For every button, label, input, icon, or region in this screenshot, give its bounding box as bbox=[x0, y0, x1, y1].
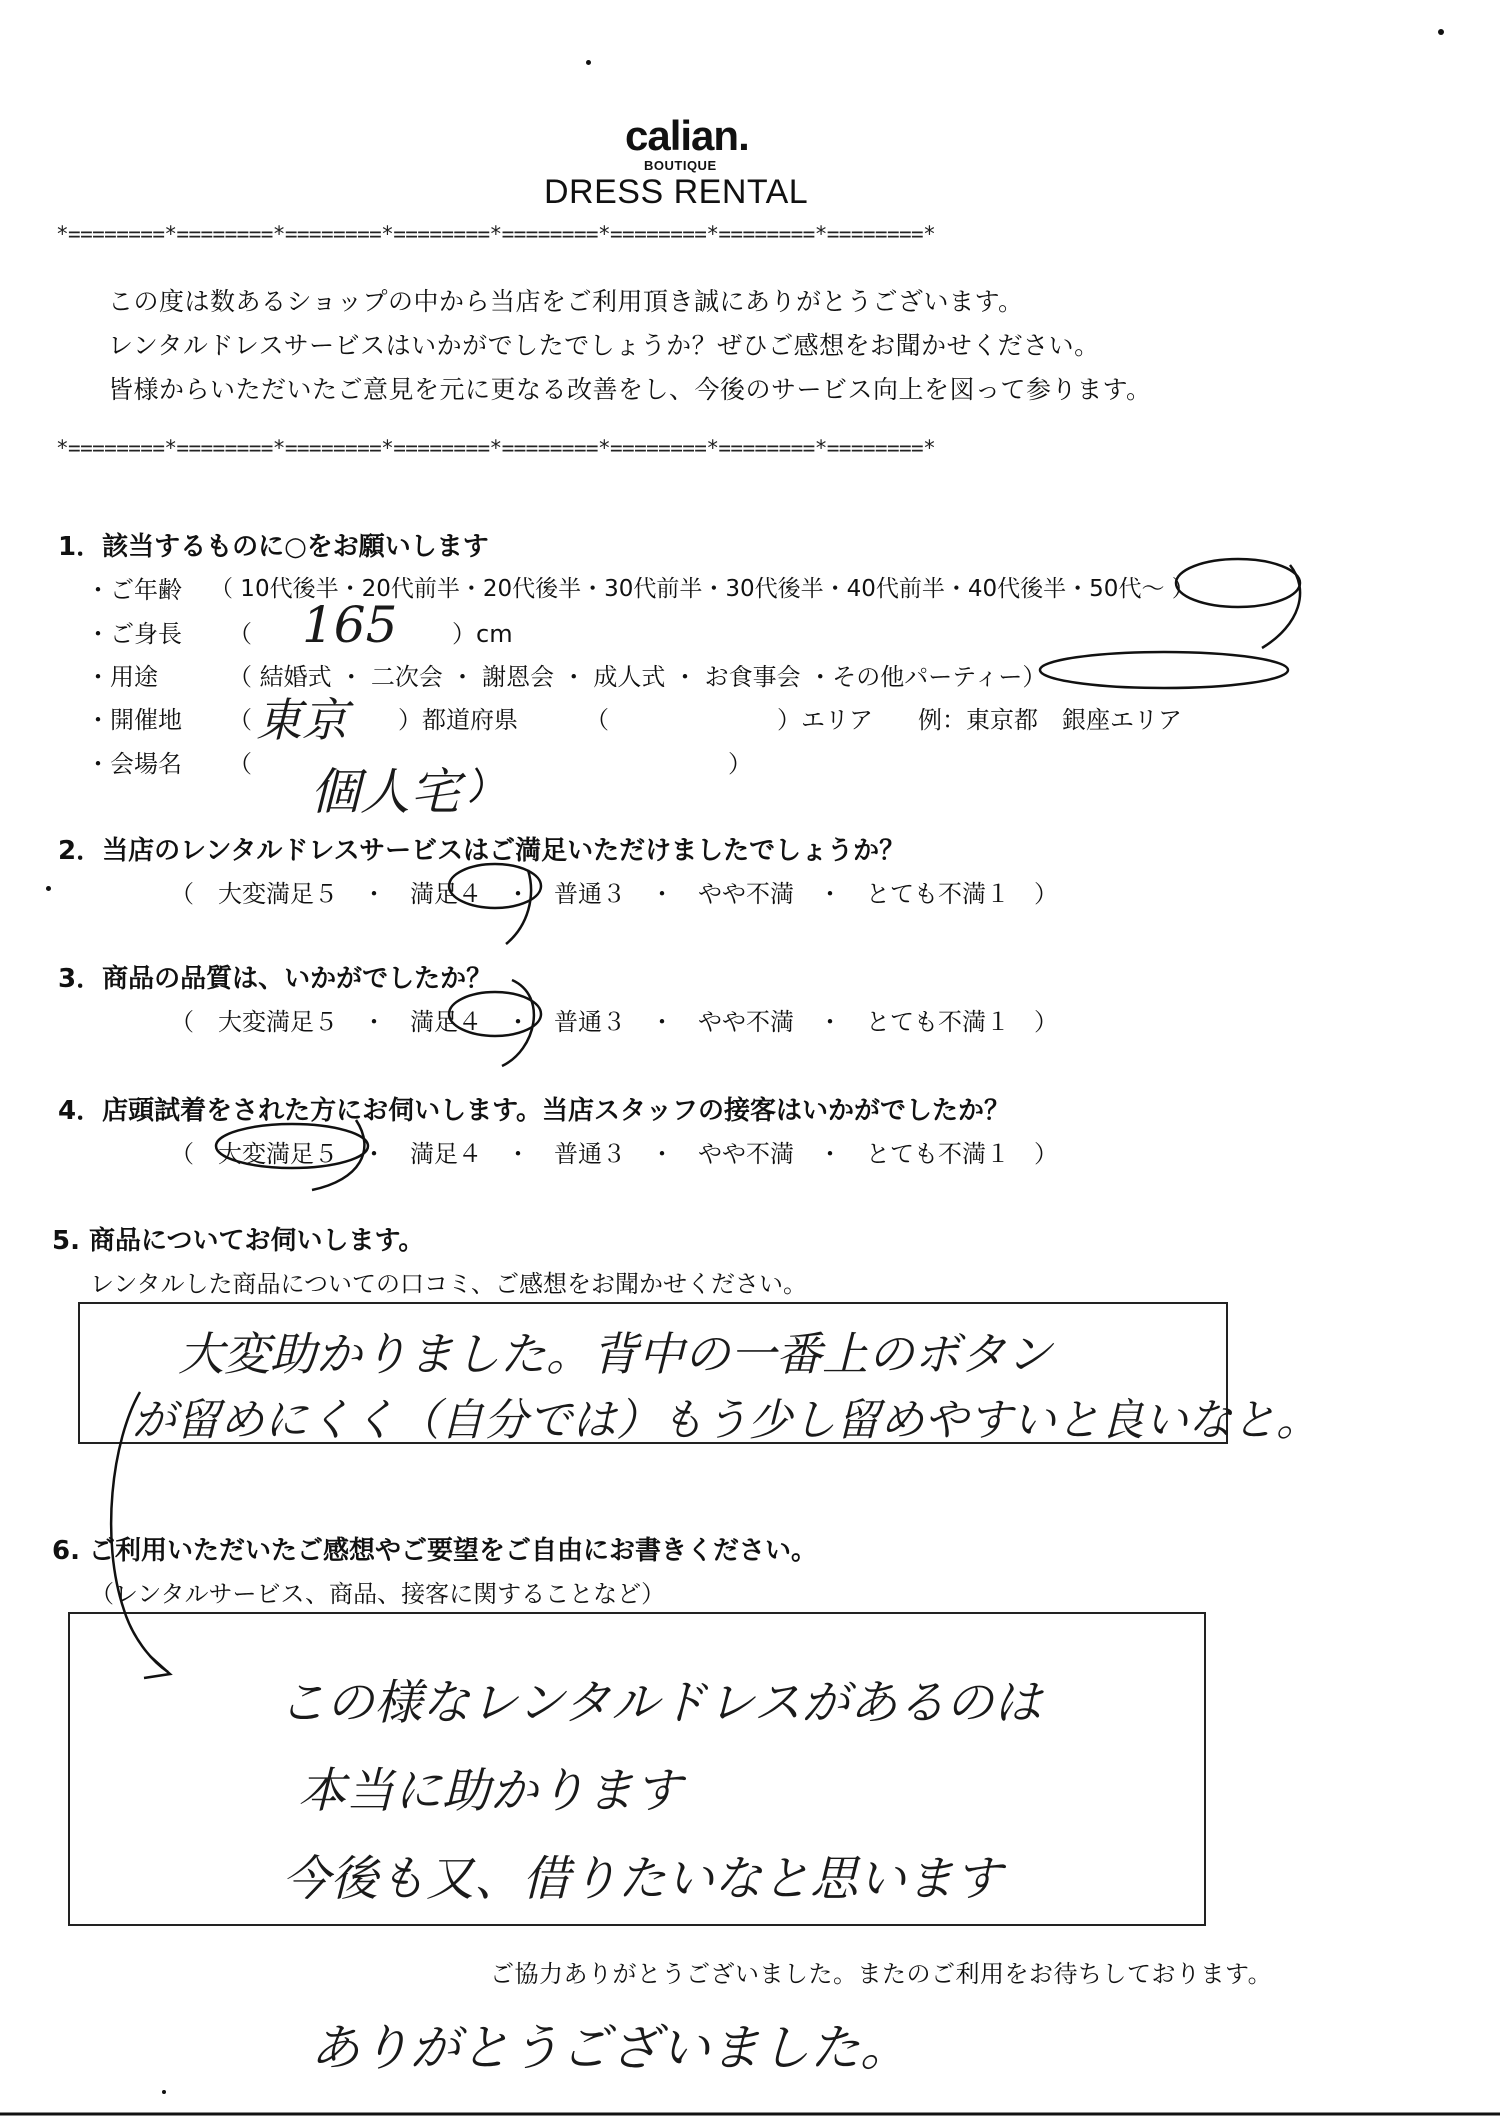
age-label: ・ご年齢 bbox=[86, 576, 182, 604]
height-unit: ）cm bbox=[452, 620, 513, 648]
q6-answer-line-1: この様なレンタルドレスがあるのは bbox=[278, 1675, 1042, 1731]
height-label: ・ご身長 bbox=[86, 620, 182, 648]
purpose-options: （ 結婚式 ・ 二次会 ・ 謝恩会 ・ 成人式 ・ お食事会 ・その他パーティー） bbox=[228, 663, 1047, 691]
q4-title: 4．店頭試着をされた方にお伺いします。当店スタッフの接客はいかがでしたか？ bbox=[58, 1096, 1011, 1126]
height-value: 165 bbox=[302, 596, 398, 654]
q6-answer-line-3: 今後も又、借りたいなと思います bbox=[282, 1851, 1003, 1907]
logo-subtitle: BOUTIQUE bbox=[644, 158, 717, 173]
speck bbox=[586, 60, 591, 65]
hall-bracket-mark bbox=[470, 768, 482, 802]
purpose-label: ・用途 bbox=[86, 663, 158, 691]
intro-line-1: この度は数あるショップの中から当店をご利用頂き誠にありがとうございます。 bbox=[108, 287, 1024, 316]
venue-example: 例：東京都 銀座エリア bbox=[918, 706, 1182, 734]
q5-answer-line-1: 大変助かりました。背中の一番上のボタン bbox=[178, 1327, 1052, 1381]
separator-bottom: *========*========*========*========*========*========*========*========* bbox=[56, 436, 936, 460]
height-open: （ bbox=[228, 620, 252, 648]
q2-options: （ 大変満足５ ・ 満足４ ・ 普通３ ・ やや不満 ・ とても不満１ ） bbox=[170, 880, 1058, 908]
speck bbox=[46, 886, 51, 891]
hall-label: ・会場名 bbox=[86, 750, 182, 778]
q5-subtitle: レンタルした商品についての口コミ、ご感想をお聞かせください。 bbox=[90, 1270, 807, 1298]
q2-title: 2．当店のレンタルドレスサービスはご満足いただけましたでしょうか？ bbox=[58, 836, 906, 866]
q4-options: （ 大変満足５ ・ 満足４ ・ 普通３ ・ やや不満 ・ とても不満１ ） bbox=[170, 1140, 1058, 1168]
venue-value: 東京 bbox=[256, 693, 348, 747]
intro-line-2: レンタルドレスサービスはいかがでしたでしょうか？ぜひご感想をお聞かせください。 bbox=[108, 331, 1100, 360]
tail-age-50s bbox=[1262, 565, 1300, 648]
hall-close: ） bbox=[728, 750, 752, 778]
venue-prefecture: ）都道府県 bbox=[398, 706, 518, 734]
venue-label: ・開催地 bbox=[86, 706, 182, 734]
q6-answer-line-2: 本当に助かります bbox=[298, 1763, 683, 1819]
q5-title: 5. 商品についてお伺いします。 bbox=[52, 1226, 425, 1256]
q6-title: 6. ご利用いただいたご感想やご要望をご自由にお書きください。 bbox=[52, 1536, 818, 1566]
separator-top: *========*========*========*========*========*========*========*========* bbox=[56, 222, 936, 246]
closing-message: ご協力ありがとうございました。またのご利用をお待ちしております。 bbox=[490, 1960, 1273, 1988]
q1-title: 1．該当するものに○をお願いします bbox=[58, 532, 489, 562]
q3-options: （ 大変満足５ ・ 満足４ ・ 普通３ ・ やや不満 ・ とても不満１ ） bbox=[170, 1008, 1058, 1036]
handwritten-closing: ありがとうございました。 bbox=[310, 2019, 910, 2077]
age-options: （ 10代後半・20代前半・20代後半・30代前半・30代後半・40代前半・40代後半・50代～ ） bbox=[210, 576, 1195, 602]
speck bbox=[162, 2090, 166, 2094]
hall-value: 個人宅 bbox=[310, 763, 460, 821]
q5-answer-line-2: が留めにくく（自分では）もう少し留めやすいと良いなと。 bbox=[132, 1395, 1320, 1446]
q6-subtitle: （レンタルサービス、商品、接客に関することなど） bbox=[90, 1580, 666, 1608]
intro-line-3: 皆様からいただいたご意見を元に更なる改善をし、今後のサービス向上を図って参ります。 bbox=[108, 375, 1152, 404]
logo-name: calian. bbox=[625, 112, 749, 159]
venue-area: （ ）エリア bbox=[585, 706, 873, 734]
hall-open: （ bbox=[228, 750, 252, 778]
q3-title: 3．商品の品質は、いかがでしたか？ bbox=[58, 964, 493, 994]
venue-open: （ bbox=[228, 706, 252, 734]
circle-purpose-other bbox=[1040, 652, 1288, 688]
speck bbox=[1438, 29, 1444, 35]
logo-dress-rental: DRESS RENTAL bbox=[544, 173, 809, 211]
